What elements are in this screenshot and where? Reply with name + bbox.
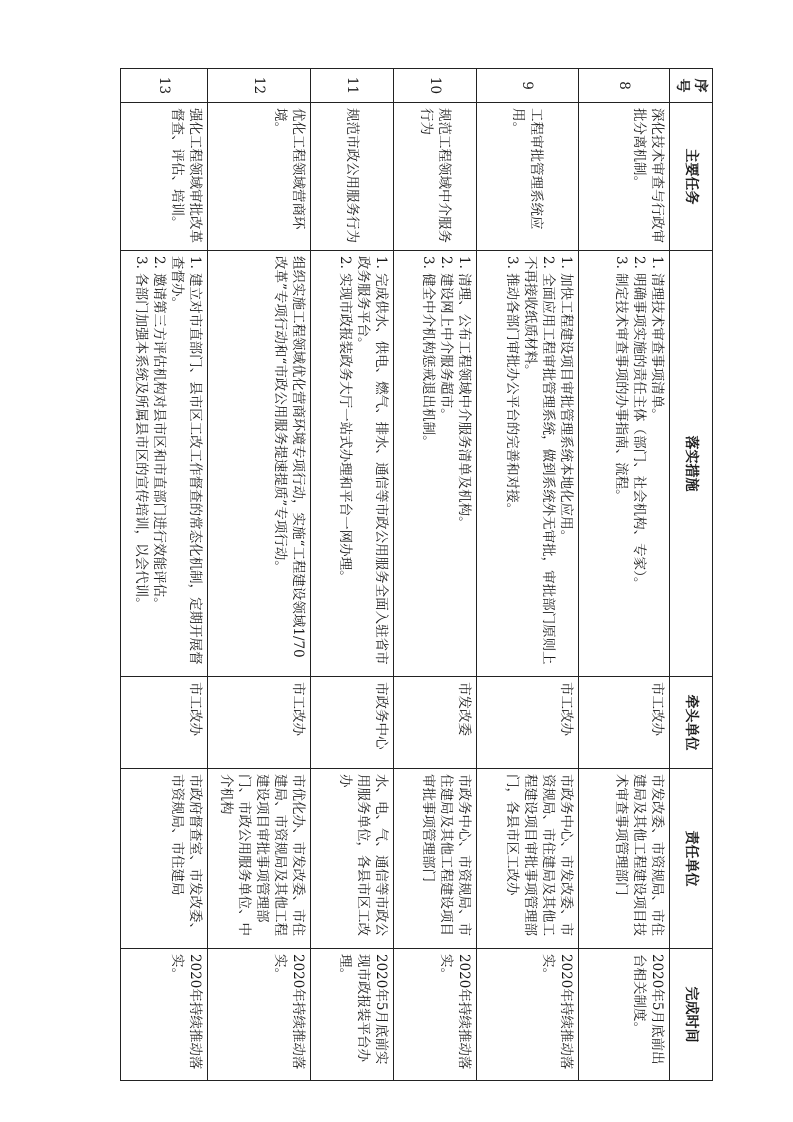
document-page xyxy=(120,68,713,1080)
measure-line: 3. 推动各部门审批办公平台的完善和对接。 xyxy=(503,256,520,517)
responsible-units-cell: 市政府督查室、市发改委、市资规局、市住建局 xyxy=(121,769,208,949)
measure-line: 1. 清理技术审查事项清单。 xyxy=(649,256,665,422)
measure-line: 2. 全面应用工程审批管理系统，做到系统外无审批，审批部门原则上不再接收纸质材料。 xyxy=(521,256,556,665)
table-row xyxy=(393,69,476,1081)
measure-line: 1. 加快工程建设项目审批管理系统本地化应用。 xyxy=(557,256,574,544)
table-row xyxy=(476,69,578,1081)
task-cell: 工程审批管理系统应用。 xyxy=(476,103,578,251)
measure-line: 3. 各部门加强本系统及所属县市区的宣传培训，以会代训。 xyxy=(133,256,150,611)
measure-line: 2. 邀请第三方评估机构对县市区和市直部门进行效能评估。 xyxy=(151,256,168,611)
row-number: 9 xyxy=(476,69,578,103)
table-row xyxy=(121,69,208,1081)
lead-unit-cell: 市政务中心 xyxy=(311,677,394,769)
lead-unit-cell: 市工改办 xyxy=(208,677,311,769)
completion-time-cell: 2020年持续推动落实。 xyxy=(121,949,208,1081)
measures-cell xyxy=(578,251,669,677)
header-cell: 牵头单位 xyxy=(670,677,713,769)
row-number: 11 xyxy=(311,69,394,103)
table-header-row xyxy=(670,69,713,1081)
responsible-units-cell: 市发改委、市资规局、市住建局及其他工程建设项目技术审查事项管理部门 xyxy=(578,769,669,949)
responsible-units-cell: 市政务中心、市资规局、市住建局及其他工程建设项目审批事项管理部门 xyxy=(393,769,476,949)
row-number: 12 xyxy=(208,69,311,103)
measures-cell xyxy=(311,251,394,677)
measure-line: 3. 健全中介机构惩戒退出机制。 xyxy=(419,256,436,449)
row-number: 8 xyxy=(578,69,669,103)
completion-time-cell: 2020年持续推动落实。 xyxy=(476,949,578,1081)
responsible-units-cell: 市政务中心、市发改委、市资规局、市住建局及其他工程建设项目审批事项管理部门，各县市区工改办 xyxy=(476,769,578,949)
header-cell: 序号 xyxy=(670,69,713,103)
completion-time-cell: 2020年持续推动落实。 xyxy=(393,949,476,1081)
measures-cell xyxy=(208,251,311,677)
measures-cell xyxy=(393,251,476,677)
measure-line: 1. 清理、公布工程领域中介服务清单及机构。 xyxy=(455,256,472,530)
measure-line: 2. 明确事项实施的责任主体（部门、社会机构、专家）。 xyxy=(631,256,647,591)
completion-time-cell: 2020年持续推动落实。 xyxy=(208,949,311,1081)
header-cell: 主要任务 xyxy=(670,103,713,251)
task-cell: 强化工程领域审批改革督查、评估、培训。 xyxy=(121,103,208,251)
lead-unit-cell: 市工改办 xyxy=(121,677,208,769)
lead-unit-cell: 市工改办 xyxy=(578,677,669,769)
lead-unit-cell: 市发改委 xyxy=(393,677,476,769)
header-cell: 完成时间 xyxy=(670,949,713,1081)
responsible-units-cell: 市优化办、市发改委、市住建局、市资规局及其他工程建设项目审批事项管理部门、市政公用服务单位、中介机构 xyxy=(208,769,311,949)
task-cell: 规范市政公用服务行为 xyxy=(311,103,394,251)
measures-cell xyxy=(476,251,578,677)
task-cell: 优化工程领域营商环境。 xyxy=(208,103,311,251)
lead-unit-cell: 市工改办 xyxy=(476,677,578,769)
completion-time-cell: 2020年5月底前实现市政报装平台办理。 xyxy=(311,949,394,1081)
measures-cell xyxy=(121,251,208,677)
task-table xyxy=(120,68,713,1081)
completion-time-cell: 2020年5月底前出台相关制度。 xyxy=(578,949,669,1081)
row-number: 10 xyxy=(393,69,476,103)
header-cell: 落实措施 xyxy=(670,251,713,677)
measure-line: 1. 建立对市直部门、县市区工改工作督查的常态化机制，定期开展督查督办。 xyxy=(169,256,204,665)
measure-line: 2. 建设网上中介服务超市。 xyxy=(437,256,454,422)
responsible-units-cell: 水、电、气、通信等市政公用服务单位，各县市区工改办 xyxy=(311,769,394,949)
measure-line: 3. 制定技术审查事项的办事指南、流程。 xyxy=(613,256,629,503)
table-row xyxy=(208,69,311,1081)
measure-line: 组织实施工程领域优化营商环境专项行动，实施“工程建设领域1/70改革”专项行动和“市政公用服务提速提质”专项行动。 xyxy=(272,256,307,658)
header-cell: 责任单位 xyxy=(670,769,713,949)
table-row xyxy=(311,69,394,1081)
table-row xyxy=(578,69,669,1081)
row-number: 13 xyxy=(121,69,208,103)
measure-line: 1. 完成供水、供电、燃气、排水、通信等市政公用服务全面入驻省市政务服务平台。 xyxy=(354,256,389,665)
task-cell: 规范工程领域中介服务行为 xyxy=(393,103,476,251)
measure-line: 2. 实现市政报装政务大厅一站式办理和平台一网办理。 xyxy=(336,256,353,584)
task-cell: 深化技术审查与行政审批分离机制。 xyxy=(578,103,669,251)
